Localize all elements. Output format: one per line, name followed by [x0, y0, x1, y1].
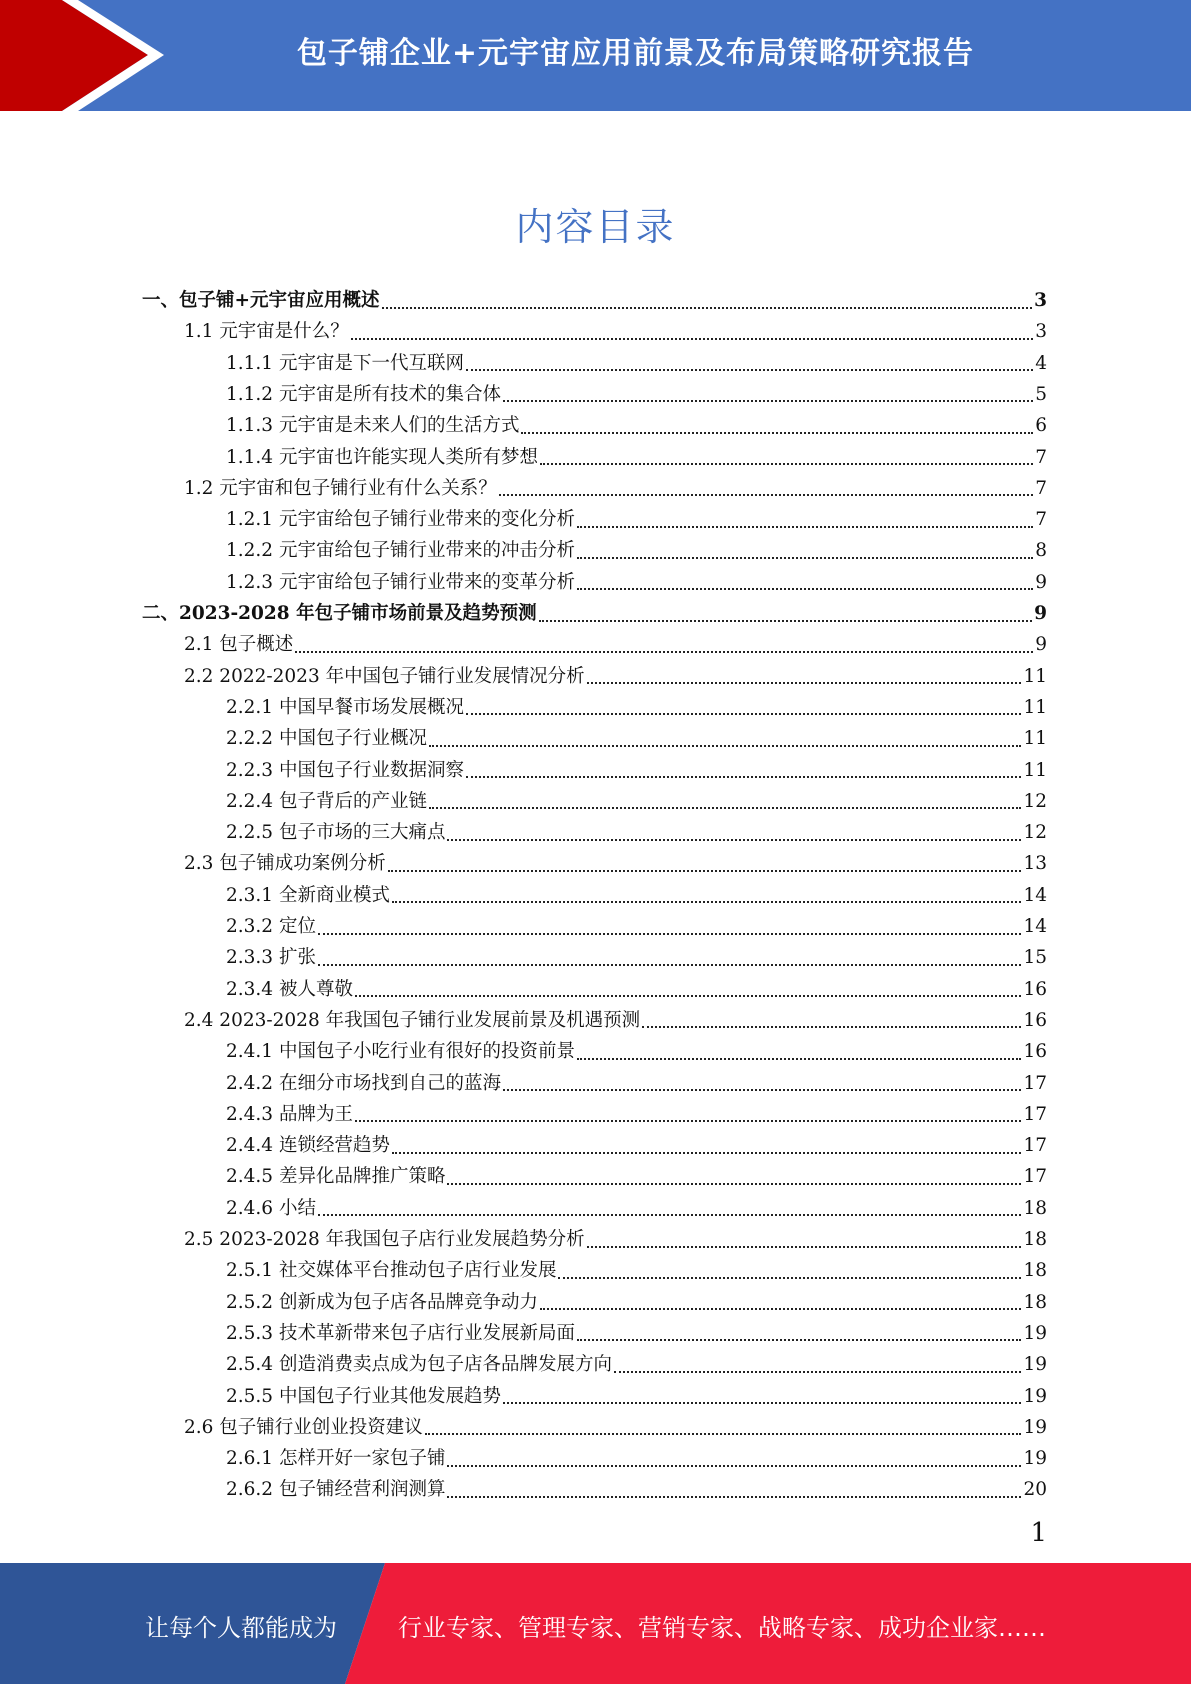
toc-leader-dots [558, 1277, 1021, 1279]
report-title: 包子铺企业+元宇宙应用前景及布局策略研究报告 [296, 36, 975, 71]
toc-entry[interactable] [226, 567, 1047, 598]
toc-leader-dots [382, 307, 1033, 309]
toc-entry-label: 2.4.5 差异化品牌推广策略 [226, 1166, 446, 1188]
toc-entry[interactable] [226, 1036, 1047, 1067]
toc-entry-page: 20 [1023, 1479, 1047, 1501]
toc-heading: 内容目录 [515, 205, 676, 249]
toc-entry-page: 8 [1035, 540, 1047, 562]
toc-leader-dots [466, 713, 1021, 715]
footer-slogan-right: 行业专家、管理专家、营销专家、战略专家、成功企业家…… [398, 1614, 1046, 1642]
toc-entry-label: 2.2.5 包子市场的三大痛点 [226, 822, 446, 844]
toc-entry-label: 2.4.3 品牌为王 [226, 1103, 353, 1125]
toc-entry-label: 1.1.4 元宇宙也许能实现人类所有梦想 [226, 446, 538, 468]
toc-entry[interactable] [226, 880, 1047, 911]
toc-entry-page: 19 [1023, 1416, 1047, 1438]
toc-leader-dots [318, 933, 1022, 935]
toc-leader-dots [540, 1308, 1021, 1310]
toc-leader-dots [425, 1433, 1022, 1435]
toc-entry-page: 19 [1023, 1385, 1047, 1407]
toc-entry-label: 1.1.3 元宇宙是未来人们的生活方式 [226, 415, 520, 437]
toc-entry-label: 1.2.1 元宇宙给包子铺行业带来的变化分析 [226, 509, 575, 531]
toc-entry[interactable] [226, 410, 1047, 441]
toc-entry-page: 19 [1023, 1354, 1047, 1376]
toc-entry[interactable] [184, 1412, 1047, 1443]
toc-leader-dots [355, 995, 1022, 997]
toc-leader-dots [587, 682, 1022, 684]
toc-entry-page: 14 [1023, 884, 1047, 906]
toc-entry[interactable] [226, 1287, 1047, 1318]
toc-entry-label: 1.2 元宇宙和包子铺行业有什么关系？ [184, 477, 497, 499]
toc-entry[interactable] [184, 848, 1047, 879]
toc-entry[interactable] [226, 348, 1047, 379]
toc-entry-label: 1.1.2 元宇宙是所有技术的集合体 [226, 383, 501, 405]
toc-leader-dots [447, 839, 1021, 841]
toc-entry-label: 2.3.1 全新商业模式 [226, 884, 390, 906]
toc-entry[interactable] [226, 692, 1047, 723]
toc-entry-page: 17 [1023, 1072, 1047, 1094]
toc-leader-dots [499, 494, 1033, 496]
toc-entry[interactable] [226, 942, 1047, 973]
toc-leader-dots [447, 1496, 1021, 1498]
toc-entry-page: 11 [1023, 759, 1047, 781]
toc-entry-page: 7 [1035, 509, 1047, 531]
toc-leader-dots [429, 745, 1021, 747]
toc-leader-dots [540, 463, 1033, 465]
toc-leader-dots [295, 651, 1033, 653]
toc-entry[interactable] [226, 1099, 1047, 1130]
toc-entry-page: 18 [1023, 1291, 1047, 1313]
toc-entry-label: 2.2.2 中国包子行业概况 [226, 728, 427, 750]
page-footer [0, 1563, 1191, 1684]
toc-entry-label: 2.4.6 小结 [226, 1197, 316, 1219]
toc-entry[interactable] [226, 755, 1047, 786]
toc-entry-page: 6 [1035, 415, 1047, 437]
toc-entry-page: 17 [1023, 1166, 1047, 1188]
toc-entry-page: 9 [1034, 603, 1047, 624]
toc-entry[interactable] [226, 911, 1047, 942]
toc-entry-page: 19 [1023, 1322, 1047, 1344]
toc-entry-page: 18 [1023, 1260, 1047, 1282]
toc-entry[interactable] [226, 379, 1047, 410]
toc-leader-dots [392, 901, 1021, 903]
toc-entry-label: 一、包子铺+元宇宙应用概述 [142, 290, 380, 311]
toc-leader-dots [539, 620, 1033, 622]
toc-entry-label: 2.3 包子铺成功案例分析 [184, 853, 386, 875]
toc-entry-label: 2.5.1 社交媒体平台推动包子店行业发展 [226, 1260, 557, 1282]
toc-entry[interactable] [184, 1224, 1047, 1255]
toc-entry-label: 2.4.1 中国包子小吃行业有很好的投资前景 [226, 1041, 575, 1063]
page-number: 1 [1030, 1518, 1047, 1548]
toc-entry[interactable] [226, 504, 1047, 535]
toc-entry-page: 7 [1035, 446, 1047, 468]
toc-leader-dots [614, 1371, 1021, 1373]
toc-entry[interactable] [226, 1193, 1047, 1224]
toc-entry[interactable] [226, 1161, 1047, 1192]
toc-entry-label: 1.2.2 元宇宙给包子铺行业带来的冲击分析 [226, 540, 575, 562]
toc-entry-page: 9 [1035, 634, 1047, 656]
toc-leader-dots [447, 1465, 1021, 1467]
toc-entry[interactable] [226, 1318, 1047, 1349]
toc-entry-label: 2.5.4 创造消费卖点成为包子店各品牌发展方向 [226, 1354, 612, 1376]
toc-leader-dots [577, 526, 1033, 528]
toc-entry-page: 5 [1035, 383, 1047, 405]
toc-entry[interactable] [226, 1474, 1047, 1505]
toc-leader-dots [577, 557, 1033, 559]
toc-leader-dots [503, 1402, 1021, 1404]
toc-entry-label: 2.4.2 在细分市场找到自己的蓝海 [226, 1072, 501, 1094]
toc-entry-label: 2.5.3 技术革新带来包子店行业发展新局面 [226, 1322, 575, 1344]
toc-entry[interactable] [226, 1130, 1047, 1161]
toc-entry-label: 2.2.4 包子背后的产业链 [226, 790, 427, 812]
toc-entry-label: 2.1 包子概述 [184, 634, 294, 656]
toc-entry[interactable] [184, 316, 1047, 347]
toc-entry-page: 18 [1023, 1197, 1047, 1219]
toc-entry-label: 1.2.3 元宇宙给包子铺行业带来的变革分析 [226, 571, 575, 593]
toc-entry[interactable] [142, 598, 1047, 629]
toc-entry[interactable] [142, 285, 1047, 316]
toc-entry[interactable] [226, 1068, 1047, 1099]
toc-entry-page: 13 [1023, 853, 1047, 875]
toc-entry-label: 2.5 2023-2028 年我国包子店行业发展趋势分析 [184, 1229, 585, 1250]
toc-entry-page: 3 [1034, 290, 1047, 311]
toc-entry-label: 2.6.2 包子铺经营利润测算 [226, 1479, 446, 1501]
toc-entry-page: 16 [1023, 978, 1047, 1000]
toc-entry-label: 2.3.4 被人尊敬 [226, 978, 353, 1000]
toc-entry[interactable] [226, 786, 1047, 817]
toc-entry[interactable] [226, 817, 1047, 848]
toc-entry[interactable] [226, 1443, 1047, 1474]
toc-leader-dots [447, 1183, 1021, 1185]
toc-leader-dots [466, 369, 1033, 371]
toc-entry-page: 16 [1023, 1041, 1047, 1063]
toc-entry-label: 1.1 元宇宙是什么？ [184, 321, 349, 343]
toc-entry[interactable] [226, 974, 1047, 1005]
toc-leader-dots [355, 1120, 1022, 1122]
page-header [0, 0, 1191, 111]
toc-entry-page: 15 [1023, 947, 1047, 969]
toc-entry[interactable] [226, 535, 1047, 566]
toc-entry-label: 2.4 2023-2028 年我国包子铺行业发展前景及机遇预测 [184, 1009, 641, 1031]
toc-entry-page: 14 [1023, 916, 1047, 937]
footer-slogan-left: 让每个人都能成为 [145, 1614, 337, 1642]
toc-entry-label: 2.3.3 扩张 [226, 947, 316, 969]
toc-entry-label: 2.4.4 连锁经营趋势 [226, 1135, 390, 1157]
toc-leader-dots [503, 1089, 1021, 1091]
toc-entry[interactable] [184, 661, 1047, 692]
toc-entry[interactable] [184, 473, 1047, 504]
toc-entry-page: 18 [1023, 1229, 1047, 1250]
toc-leader-dots [466, 776, 1021, 778]
toc-entry[interactable] [226, 1349, 1047, 1380]
toc-entry-page: 3 [1035, 321, 1047, 343]
toc-entry-page: 7 [1035, 477, 1047, 499]
toc-entry-page: 17 [1023, 1135, 1047, 1157]
toc-entry[interactable] [226, 723, 1047, 754]
toc-entry-page: 12 [1023, 822, 1047, 844]
toc-entry[interactable] [226, 442, 1047, 473]
toc-entry-label: 2.2.1 中国早餐市场发展概况 [226, 696, 464, 718]
toc-entry-label: 1.1.1 元宇宙是下一代互联网 [226, 352, 464, 374]
toc-leader-dots [521, 432, 1033, 434]
toc-leader-dots [577, 588, 1033, 590]
toc-entry-page: 17 [1023, 1103, 1047, 1125]
toc-entry[interactable] [184, 1005, 1047, 1036]
toc-entry[interactable] [226, 1381, 1047, 1412]
toc-entry-label: 2.6.1 怎样开好一家包子铺 [226, 1448, 446, 1470]
toc-entry-label: 2.5.2 创新成为包子店各品牌竞争动力 [226, 1291, 538, 1313]
toc-entry-page: 9 [1035, 571, 1047, 593]
toc-entry-page: 4 [1035, 352, 1047, 374]
toc-entry[interactable] [184, 629, 1047, 660]
toc-entry-page: 16 [1023, 1009, 1047, 1031]
toc-leader-dots [392, 1152, 1021, 1154]
toc-entry-page: 11 [1023, 696, 1047, 718]
toc-entry-label: 二、2023-2028 年包子铺市场前景及趋势预测 [142, 603, 537, 624]
toc-entry-page: 19 [1023, 1448, 1047, 1470]
toc-leader-dots [388, 870, 1022, 872]
toc-leader-dots [587, 1246, 1022, 1248]
toc-entry-label: 2.2.3 中国包子行业数据洞察 [226, 759, 464, 781]
toc-leader-dots [318, 964, 1022, 966]
toc-entry-label: 2.5.5 中国包子行业其他发展趋势 [226, 1385, 501, 1407]
toc-entry-page: 11 [1023, 728, 1047, 750]
toc-leader-dots [577, 1058, 1021, 1060]
toc-leader-dots [577, 1339, 1021, 1341]
toc-entry-label: 2.2 2022-2023 年中国包子铺行业发展情况分析 [184, 665, 585, 687]
toc-leader-dots [429, 807, 1021, 809]
toc-entry-page: 12 [1023, 790, 1047, 812]
toc-leader-dots [503, 400, 1033, 402]
toc-entry-page: 11 [1023, 665, 1047, 687]
toc-entry[interactable] [226, 1255, 1047, 1286]
toc-leader-dots [642, 1026, 1021, 1028]
toc-entry-label: 2.3.2 定位 [226, 916, 316, 937]
toc-leader-dots [351, 338, 1033, 340]
toc-entry-label: 2.6 包子铺行业创业投资建议 [184, 1416, 423, 1438]
toc-leader-dots [318, 1214, 1022, 1216]
